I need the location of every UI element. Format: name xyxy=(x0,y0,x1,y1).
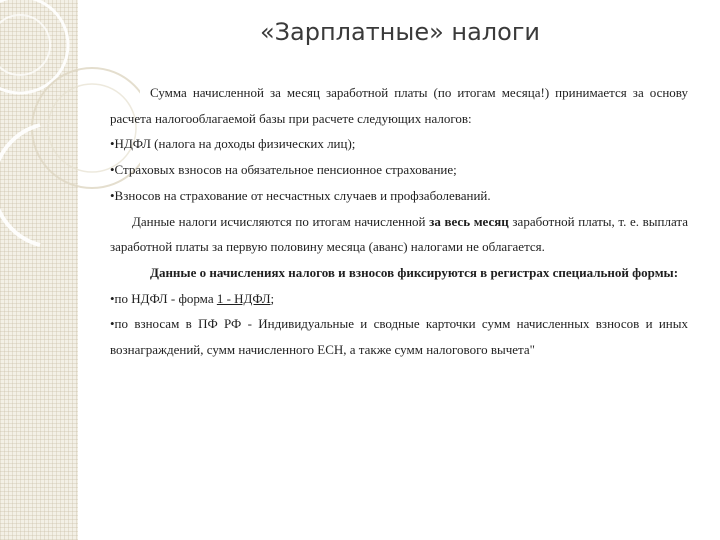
registers-paragraph: Данные о начислениях налогов и взносов фиксируются в регистрах специальной формы: xyxy=(150,264,679,280)
tax-calc-paragraph xyxy=(110,209,688,260)
bullet-ndfl-form xyxy=(110,286,688,312)
slide-title: «Зарплатные» налоги xyxy=(259,18,541,46)
ndfl-form-link[interactable]: 1 - НДФЛ xyxy=(216,290,271,306)
intro-paragraph: Сумма начисленной за месяц заработной платы (по итогам месяца!) принимается за основу расчета налогооблагаемой базы при расчете следующих налогов: xyxy=(110,85,688,126)
tax-calc-bold: за весь месяц xyxy=(429,213,509,229)
bullet-accident: •Взносов на страхование от несчастных случаев и профзаболеваний. xyxy=(110,187,491,203)
tax-calc-text-end: заработной платы, т. е. выплата заработной платы за первую половину месяца (аванс) налогами не облагается. xyxy=(110,213,689,255)
ndfl-form-prefix: •по НДФЛ - форма xyxy=(110,290,217,306)
slide-body xyxy=(110,80,688,363)
bullet-ndfl: •НДФЛ (налога на доходы физических лиц); xyxy=(110,136,356,152)
tax-calc-text-start: Данные налоги исчисляются по итогам начисленной xyxy=(132,213,430,229)
ndfl-form-suffix: ; xyxy=(270,290,275,306)
patterned-side-panel xyxy=(0,0,78,540)
bullet-pf-cards: •по взносам в ПФ РФ - Индивидуальные и сводные карточки сумм начисленных взносов и иных вознаграждений, сумм начисленного ЕСН, а также сумм налогового вычета" xyxy=(110,316,688,358)
bullet-pension: •Страховых взносов на обязательное пенсионное страхование; xyxy=(110,162,457,178)
